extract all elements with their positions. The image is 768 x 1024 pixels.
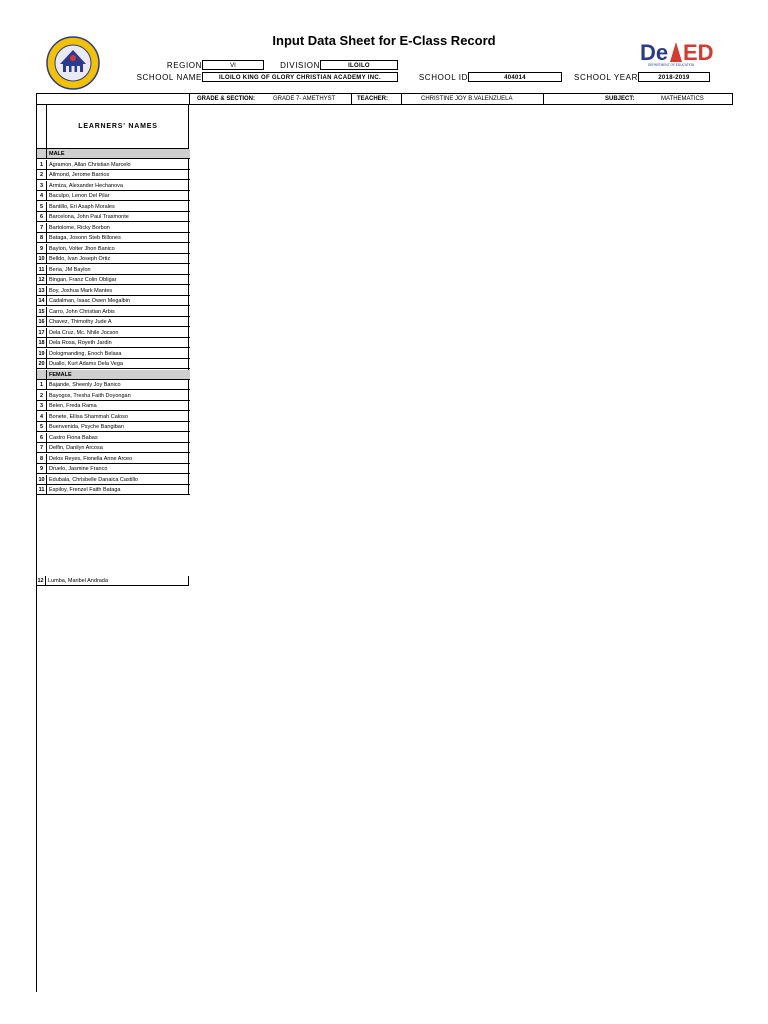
learner-name[interactable]: Cadalman, Isaac Owen Megalbin bbox=[49, 298, 131, 304]
list-item[interactable] bbox=[37, 380, 190, 390]
learner-name[interactable]: Belen, Freda Rama bbox=[49, 403, 97, 409]
row-number: 11 bbox=[37, 265, 47, 275]
learner-name[interactable]: Duallo, Kurt Adams Dela Vega bbox=[49, 361, 123, 367]
list-item[interactable] bbox=[37, 181, 190, 191]
learner-name[interactable]: Bonete, Ellisa Shammah Caloso bbox=[49, 413, 128, 420]
school-year-field[interactable]: 2018-2019 bbox=[638, 72, 710, 82]
row-number: 2 bbox=[37, 391, 47, 401]
row-number: 17 bbox=[37, 328, 47, 338]
number-column-divider bbox=[46, 105, 47, 148]
list-item[interactable] bbox=[37, 265, 190, 275]
row-number: 13 bbox=[37, 286, 47, 296]
subject-label: SUBJECT: bbox=[605, 96, 635, 102]
section-label: MALE bbox=[49, 151, 65, 157]
division-field[interactable]: ILOILO bbox=[320, 60, 398, 70]
list-item[interactable] bbox=[37, 307, 190, 317]
class-info-bar bbox=[36, 93, 733, 105]
list-item[interactable] bbox=[37, 212, 190, 222]
grade-section-label: GRADE & SECTION: bbox=[197, 96, 256, 102]
learner-name[interactable]: Bartolome, Ricky Borbon bbox=[49, 224, 110, 231]
list-item[interactable] bbox=[37, 202, 190, 212]
list-item[interactable] bbox=[36, 576, 189, 586]
divider bbox=[401, 94, 402, 104]
learner-name[interactable]: Armiza, Alexander Hechanova bbox=[49, 182, 123, 189]
learner-name[interactable]: Agramon, Allan Christian Marcelo bbox=[49, 161, 131, 168]
divider bbox=[351, 94, 352, 104]
learner-name[interactable]: Bantillo, Eri Asaph Morales bbox=[49, 203, 115, 210]
list-item[interactable] bbox=[37, 233, 190, 243]
row-number: 6 bbox=[37, 433, 47, 443]
school-year-label: SCHOOL YEAR bbox=[574, 73, 638, 82]
school-id-field[interactable]: 404014 bbox=[468, 72, 562, 82]
grade-section-value[interactable]: GRADE 7- AMETHYST bbox=[273, 96, 336, 102]
deped-logo-sub: DEPARTMENT OF EDUCATION bbox=[648, 63, 695, 67]
region-label: REGION bbox=[166, 61, 202, 70]
learner-name[interactable]: Dologmanding, Enoch Belasa bbox=[49, 350, 122, 357]
learner-name[interactable]: Edubala, Chrisbelle Danaica Castillo bbox=[49, 476, 138, 483]
list-item[interactable] bbox=[37, 401, 190, 411]
list-item[interactable] bbox=[37, 223, 190, 233]
row-number: 2 bbox=[37, 170, 47, 180]
list-item[interactable] bbox=[37, 338, 190, 348]
row-number: 20 bbox=[37, 359, 47, 369]
learner-name[interactable]: Dela Rosa, Royeth Jardin bbox=[49, 340, 112, 346]
row-number bbox=[37, 149, 47, 159]
row-number: 10 bbox=[37, 475, 47, 485]
list-item[interactable] bbox=[37, 349, 190, 359]
learner-name[interactable]: Bajande, Sheenly Joy Banico bbox=[49, 382, 121, 388]
learners-header-box bbox=[36, 105, 189, 148]
row-number: 12 bbox=[36, 576, 46, 586]
row-number: 1 bbox=[37, 160, 47, 170]
list-item[interactable] bbox=[37, 170, 190, 180]
learner-name[interactable]: Dela Cruz, Mc. Nhile Jocson bbox=[49, 329, 119, 336]
learner-name[interactable]: Buenvenida, Psyche Bangiban bbox=[49, 424, 124, 430]
row-number: 6 bbox=[37, 212, 47, 222]
row-number: 9 bbox=[37, 464, 47, 474]
learner-name[interactable]: Delfin, Danilyn Arcosa bbox=[49, 445, 103, 451]
row-number: 19 bbox=[37, 349, 47, 359]
list-item[interactable] bbox=[37, 160, 190, 170]
list-item[interactable] bbox=[37, 443, 190, 453]
list-item[interactable] bbox=[37, 275, 190, 285]
list-item[interactable] bbox=[37, 485, 190, 495]
row-number: 9 bbox=[37, 244, 47, 254]
learner-name[interactable]: Bingan, Franz Colin Obligar bbox=[49, 277, 117, 283]
divider bbox=[543, 94, 544, 104]
learner-name[interactable]: Bayogos, Tresha Faith Doyongan bbox=[49, 392, 131, 399]
school-id-label: SCHOOL ID bbox=[418, 73, 468, 82]
row-number: 11 bbox=[37, 485, 47, 495]
row-number: 7 bbox=[37, 223, 47, 233]
list-item[interactable] bbox=[37, 433, 190, 443]
row-number: 5 bbox=[37, 422, 47, 432]
region-field[interactable]: VI bbox=[202, 60, 264, 70]
learners-table bbox=[36, 148, 189, 495]
list-item[interactable] bbox=[37, 254, 190, 264]
row-number: 7 bbox=[37, 443, 47, 453]
school-name-label: SCHOOL NAME bbox=[136, 73, 202, 82]
list-item[interactable] bbox=[37, 454, 190, 464]
row-number bbox=[37, 370, 47, 380]
learner-name[interactable]: Baculpo, Lenon Del Pilar bbox=[49, 193, 110, 199]
row-number: 10 bbox=[37, 254, 47, 264]
teacher-value[interactable]: CHRISTINE JOY B.VALENZUELA bbox=[421, 96, 513, 102]
row-number: 4 bbox=[37, 191, 47, 201]
list-item[interactable] bbox=[37, 328, 190, 338]
row-number: 3 bbox=[37, 181, 47, 191]
list-item[interactable] bbox=[37, 359, 190, 369]
list-item[interactable] bbox=[37, 412, 190, 422]
learner-name[interactable]: Espiloy, Frenzel Faith Bataga bbox=[49, 487, 121, 493]
row-number: 8 bbox=[37, 233, 47, 243]
learner-name[interactable]: Baylon, Volter Jhon Banico bbox=[49, 245, 115, 252]
list-item[interactable] bbox=[37, 191, 190, 201]
list-item[interactable] bbox=[37, 296, 190, 306]
learner-name[interactable]: Delos Reyes, Fionella Anne Arceo bbox=[49, 455, 133, 462]
page-title: Input Data Sheet for E-Class Record bbox=[272, 33, 496, 48]
section-header bbox=[37, 149, 190, 159]
info-bar-left-divider bbox=[189, 93, 190, 105]
list-item[interactable] bbox=[37, 286, 190, 296]
learner-name[interactable]: Barcelona, John Paul Trasmonte bbox=[49, 214, 129, 220]
learners-header: LEARNERS' NAMES bbox=[78, 123, 158, 130]
learner-name[interactable]: Chavez, Thimothy Jude A bbox=[49, 319, 112, 325]
list-item[interactable] bbox=[37, 317, 190, 327]
svg-text:De: De bbox=[640, 40, 669, 65]
learner-name[interactable]: Allmond, Jerome Barrios bbox=[49, 172, 110, 178]
learner-name[interactable]: Bataga, Josonn Steb Billones bbox=[49, 235, 121, 241]
row-number: 5 bbox=[37, 202, 47, 212]
svg-text:ED: ED bbox=[683, 40, 714, 65]
list-item[interactable] bbox=[37, 422, 190, 432]
list-item[interactable] bbox=[37, 391, 190, 401]
row-number: 8 bbox=[37, 454, 47, 464]
list-item[interactable] bbox=[37, 475, 190, 485]
learner-name[interactable]: Lumba, Maribel Andrada bbox=[48, 578, 108, 584]
list-item[interactable] bbox=[37, 464, 190, 474]
section-label: FEMALE bbox=[49, 371, 72, 378]
row-number: 15 bbox=[37, 307, 47, 317]
extra-row-box bbox=[36, 576, 189, 586]
division-label: DIVISION bbox=[280, 61, 320, 70]
school-name-field[interactable]: ILOILO KING OF GLORY CHRISTIAN ACADEMY INC. bbox=[202, 72, 398, 82]
row-number: 14 bbox=[37, 296, 47, 306]
row-number: 4 bbox=[37, 412, 47, 422]
list-item[interactable] bbox=[37, 244, 190, 254]
learner-name[interactable]: Carro, John Christian Arbis bbox=[49, 308, 115, 315]
subject-value[interactable]: MATHEMATICS bbox=[661, 96, 704, 102]
section-header bbox=[37, 370, 190, 380]
row-number: 16 bbox=[37, 317, 47, 327]
row-number: 18 bbox=[37, 338, 47, 348]
row-number: 12 bbox=[37, 275, 47, 285]
learner-name[interactable]: Belldo, Ivan Joseph Ortiz bbox=[49, 256, 111, 262]
learner-name[interactable]: Castro Fiona Babas bbox=[49, 434, 98, 441]
learner-name[interactable]: Beria, JM Baylon bbox=[49, 266, 91, 273]
teacher-label: TEACHER: bbox=[357, 96, 388, 102]
learner-name[interactable]: Boy, Joshua Mark Mantes bbox=[49, 287, 113, 294]
learner-name[interactable]: Druelo, Jasmine Franco bbox=[49, 466, 108, 472]
row-number: 1 bbox=[37, 380, 47, 390]
row-number: 3 bbox=[37, 401, 47, 411]
